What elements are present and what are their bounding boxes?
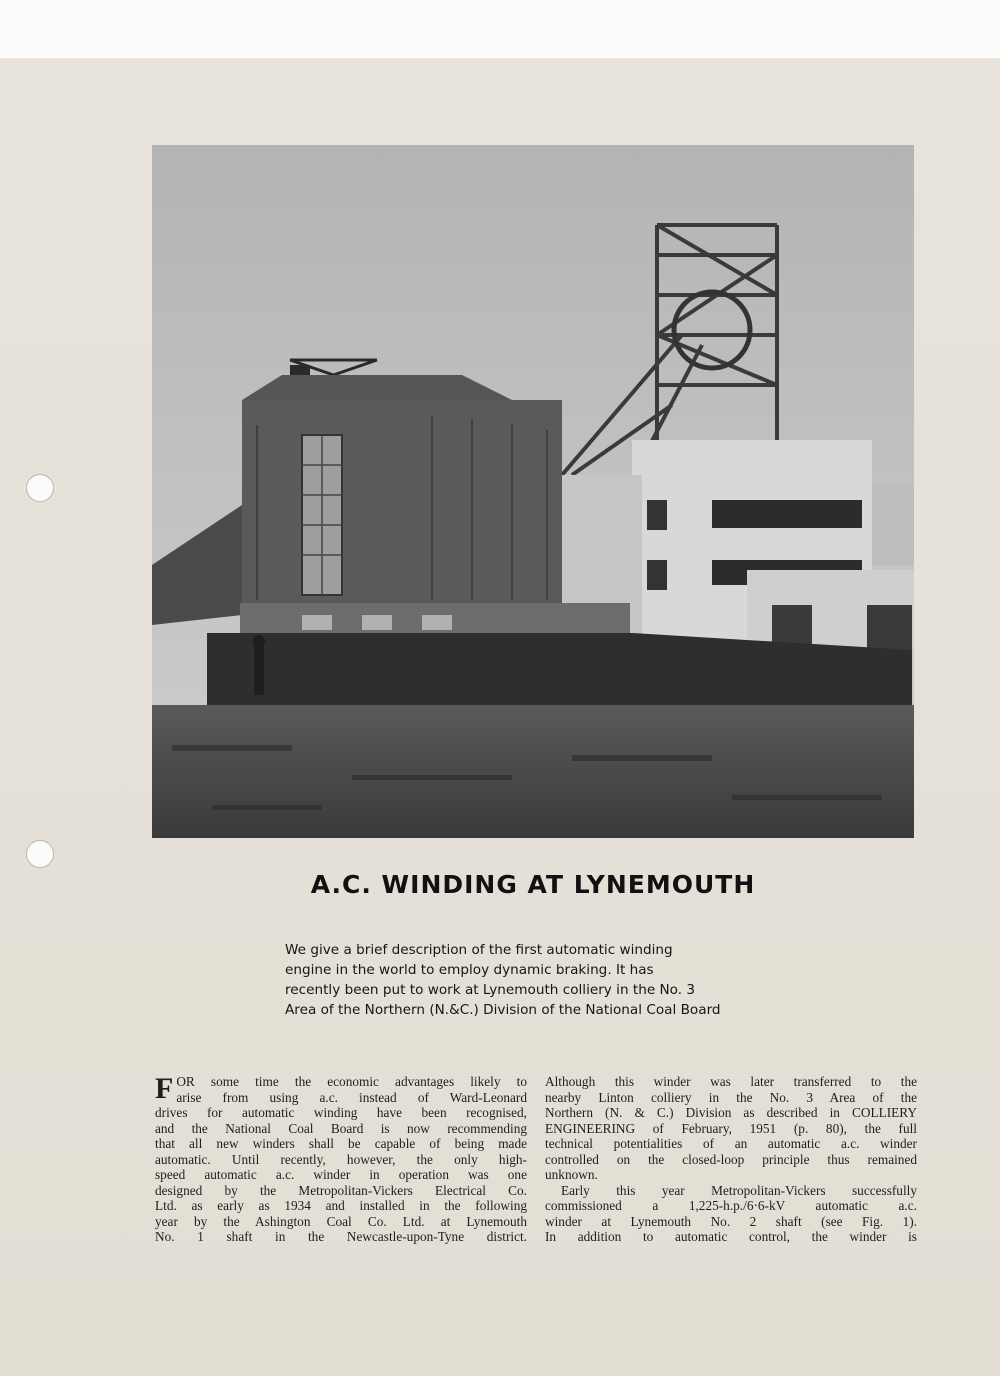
punch-hole-lower [26,840,54,868]
body-line: that all new winders shall be capable of being made [155,1136,527,1151]
body-line: Northern (N. & C.) Division as described in COLLIERY [545,1105,917,1120]
colliery-photo-illustration [152,145,914,838]
body-line: Early this year Metropolitan-Vickers successfully [561,1182,917,1198]
body-line: unknown. [545,1167,598,1182]
body-column-right [545,1074,917,1245]
body-line: OR some time the economic advantages likely to [176,1074,527,1089]
body-line: and the National Coal Board is now recommending [155,1120,527,1136]
body-column-left [155,1074,527,1245]
body-line: year by the Ashington Coal Co. Ltd. at Lynemouth [155,1213,527,1229]
article-standfirst [285,940,785,1020]
standfirst-line: We give a brief description of the first automatic winding [285,942,673,958]
body-line: No. 1 shaft in the Newcastle-upon-Tyne district. [155,1229,527,1244]
body-line: controlled on the closed-loop principle thus remained [545,1151,917,1167]
body-line: winder at Lynemouth No. 2 shaft (see Fig. 1). [545,1213,917,1229]
body-line: Ltd. as early as 1934 and installed in the following [155,1198,527,1213]
body-line: ENGINEERING of February, 1951 (p. 80), the full [545,1120,917,1136]
standfirst-line: recently been put to work at Lynemouth colliery in the No. 3 [285,982,696,998]
body-line: speed automatic a.c. winder in operation was one [155,1167,527,1182]
scan-top-margin [0,0,1000,58]
body-line: commissioned a 1,225-h.p./6·6-kV automatic a.c. [545,1198,917,1213]
body-line: technical potentialities of an automatic a.c. winder [545,1136,917,1151]
body-line: Although this winder was later transferred to the [545,1074,917,1089]
body-line: arise from using a.c. instead of Ward-Leonard [176,1089,527,1105]
colliery-photograph [152,145,914,838]
body-line: automatic. Until recently, however, the only high- [155,1151,527,1167]
body-line: drives for automatic winding have been recognised, [155,1105,527,1120]
drop-cap: F [155,1072,174,1105]
body-line: In addition to automatic control, the winder is [545,1229,917,1244]
body-line: nearby Linton colliery in the No. 3 Area of the [545,1089,917,1105]
standfirst-line: engine in the world to employ dynamic braking. It has [285,962,654,978]
punch-hole-upper [26,474,54,502]
standfirst-line: Area of the Northern (N.&C.) Division of the National Coal Board [285,1002,721,1018]
body-line: designed by the Metropolitan-Vickers Electrical Co. [155,1182,527,1198]
article-title: A.C. WINDING AT LYNEMOUTH [310,870,756,899]
